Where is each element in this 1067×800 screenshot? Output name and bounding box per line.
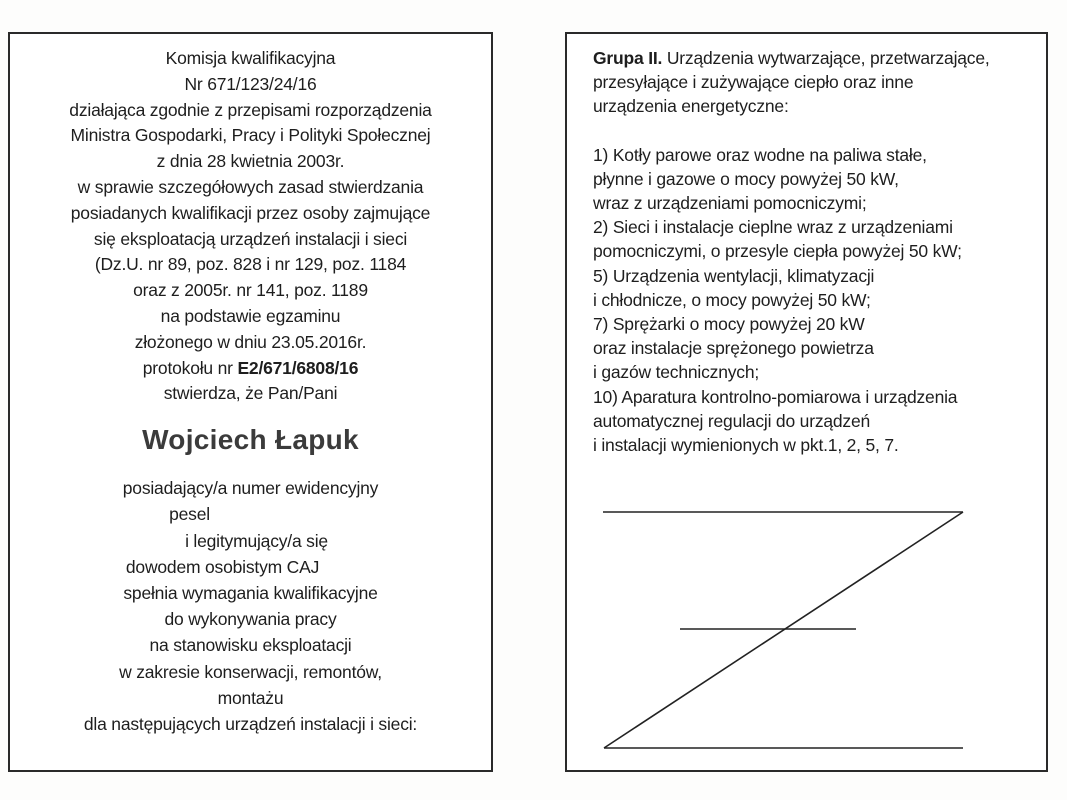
legal-reference: oraz z 2005r. nr 141, poz. 1189 <box>133 280 368 301</box>
scope-item-line: i gazów technicznych; <box>593 362 760 383</box>
scope-item-line: automatycznej regulacji do urządzeń <box>593 410 871 431</box>
id-number-label: posiadający/a numer ewidencyjny <box>122 478 379 499</box>
group-title-line: przesyłające i zużywające ciepło oraz inne <box>593 72 914 93</box>
z-mark-diagonal <box>604 512 963 748</box>
header-line: posiadanych kwalifikacji przez osoby zajmujące <box>70 202 431 223</box>
scope-item-line: 5) Urządzenia wentylacji, klimatyzacji <box>593 265 875 286</box>
scope-item-line: 10) Aparatura kontrolno-pomiarowa i urządzenia <box>593 386 958 407</box>
group-title-line: urządzenia energetyczne: <box>593 96 789 117</box>
header-line: się eksploatacją urządzeń instalacji i sieci <box>93 228 408 249</box>
group-label: Grupa II. <box>593 48 663 68</box>
certificate-body <box>10 46 491 737</box>
header-line: na podstawie egzaminu <box>160 305 341 326</box>
certificate-left-page <box>8 32 493 772</box>
identified-label: i legitymujący/a się <box>185 530 328 551</box>
group-title-text: Urządzenia wytwarzające, przetwarzające, <box>662 48 990 68</box>
holder-name: Wojciech Łapuk <box>142 424 359 456</box>
legal-reference: (Dz.U. nr 89, poz. 828 i nr 129, poz. 1184 <box>94 254 407 275</box>
body-line: w zakresie konserwacji, remontów, <box>119 661 382 682</box>
scope-item-line: pomocniczymi, o przesyle ciepła powyżej 50 kW; <box>593 241 962 262</box>
commission-number: Nr 671/123/24/16 <box>184 73 317 94</box>
body-line: na stanowisku eksploatacji <box>149 635 352 656</box>
cancellation-z-mark <box>567 34 1050 774</box>
pesel-label: pesel <box>169 504 210 525</box>
body-line: montażu <box>217 687 284 708</box>
scope-item-line: 2) Sieci i instalacje cieplne wraz z urządzeniami <box>593 217 953 238</box>
protocol-prefix: protokołu nr <box>142 357 238 378</box>
body-line: do wykonywania pracy <box>164 609 337 630</box>
scope-item-line: 7) Sprężarki o mocy powyżej 20 kW <box>593 314 865 335</box>
id-card-label: dowodem osobistym CAJ <box>125 556 320 577</box>
scope-item-line: i chłodnicze, o mocy powyżej 50 kW; <box>593 289 871 310</box>
scope-item-line: i instalacji wymienionych w pkt.1, 2, 5, 7. <box>593 435 899 456</box>
holder-details <box>10 475 491 737</box>
regulation-date: z dnia 28 kwietnia 2003r. <box>156 151 345 172</box>
header-line: Komisja kwalifikacyjna <box>165 48 336 68</box>
certifies-text: stwierdza, że Pan/Pani <box>163 383 338 404</box>
exam-date: złożonego w dniu 23.05.2016r. <box>134 331 367 352</box>
header-line: Ministra Gospodarki, Pracy i Polityki Społecznej <box>70 125 431 146</box>
header-line: w sprawie szczegółowych zasad stwierdzania <box>77 176 424 197</box>
body-line: spełnia wymagania kwalifikacyjne <box>123 582 378 603</box>
body-line: dla następujących urządzeń instalacji i sieci: <box>83 713 418 734</box>
scope-item-line: 1) Kotły parowe oraz wodne na paliwa stałe, <box>593 144 927 165</box>
scope-item-line: płynne i gazowe o mocy powyżej 50 kW, <box>593 168 899 189</box>
scope-item-line: oraz instalacje sprężonego powietrza <box>593 338 874 359</box>
protocol-number: E2/671/6808/16 <box>237 357 359 378</box>
header-line: działająca zgodnie z przepisami rozporządzenia <box>69 99 432 120</box>
protocol-line <box>10 356 491 382</box>
certificate-right-page <box>565 32 1048 772</box>
scope-item-line: wraz z urządzeniami pomocniczymi; <box>593 193 867 214</box>
